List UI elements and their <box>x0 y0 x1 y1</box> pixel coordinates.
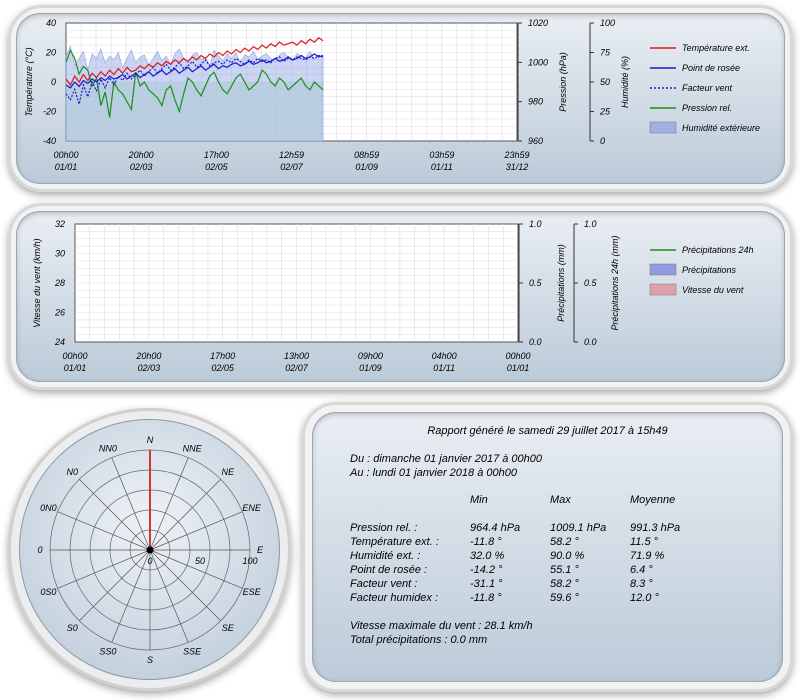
legend-label: Pression rel. <box>682 103 733 113</box>
report-period-to: Au : lundi 01 janvier 2018 à 00h00 <box>350 467 517 479</box>
row-min: -31.1 ° <box>470 578 503 590</box>
row-label: Température ext. : <box>350 536 439 548</box>
legend-label: Humidité extérieure <box>682 123 761 133</box>
row-max: 59.6 ° <box>550 592 579 604</box>
x-tick-date: 02/05 <box>205 162 228 172</box>
row-avg: 12.0 ° <box>630 592 659 604</box>
row-min: -11.8 ° <box>470 536 502 548</box>
row-max: 90.0 % <box>550 550 585 562</box>
y-tick-label: 1.0 <box>584 219 597 229</box>
x-tick-date: 02/07 <box>285 363 308 373</box>
rose-direction-label: SSE <box>183 646 202 657</box>
row-min: -14.2 ° <box>470 564 503 576</box>
rose-direction-label: ESE <box>242 587 261 598</box>
row-label: Point de rosée : <box>350 564 428 576</box>
y-tick-label: 0.0 <box>529 337 542 347</box>
row-label: Facteur vent : <box>350 578 418 590</box>
header-min: Min <box>470 494 488 506</box>
y-tick-label: 32 <box>54 219 65 229</box>
row-avg: 11.5 ° <box>630 536 659 548</box>
rose-spoke <box>150 512 242 550</box>
rose-direction-label: SE <box>221 622 234 633</box>
x-tick-time: 13h00 <box>283 351 310 361</box>
y-tick-label: 1000 <box>528 57 549 68</box>
y-tick-label: -40 <box>42 136 56 146</box>
row-avg: 71.9 % <box>630 550 665 562</box>
rose-direction-label: 0 <box>37 545 43 555</box>
x-tick-date: 01/09 <box>355 162 378 172</box>
x-tick-time: 03h59 <box>429 150 455 160</box>
rose-spoke <box>150 458 188 550</box>
row-avg: 8.3 ° <box>630 578 653 590</box>
x-tick-date: 02/03 <box>137 363 161 373</box>
rose-direction-label: ENE <box>242 502 261 513</box>
rose-spoke <box>150 479 221 550</box>
rose-spoke <box>112 550 153 642</box>
x-tick-time: 17h00 <box>203 150 229 160</box>
rose-direction-label: NE <box>221 467 235 478</box>
header-avg: Moyenne <box>630 494 676 506</box>
x-tick-time: 17h00 <box>210 351 236 361</box>
legend-label: Facteur vent <box>682 83 733 93</box>
rose-direction-label: N0 <box>66 467 78 478</box>
humidity-axis-label: Humidité (%) <box>620 55 630 109</box>
legend-label: Vitesse du vent <box>682 285 744 295</box>
legend-label: Précipitations <box>682 265 737 275</box>
y-tick-label: 1.0 <box>529 219 542 229</box>
y-tick-label: 980 <box>528 96 544 107</box>
y-tick-label: 0.5 <box>584 278 597 288</box>
row-max: 55.1 ° <box>550 564 579 576</box>
temperature-axis-label: Température (°C) <box>24 47 34 117</box>
x-tick-date: 01/11 <box>433 363 456 373</box>
windrose-center <box>147 547 154 554</box>
x-tick-date: 01/01 <box>54 162 78 172</box>
rose-direction-label: 0S0 <box>40 587 57 598</box>
wind-chart <box>0 200 800 400</box>
row-avg: 6.4 ° <box>630 564 653 576</box>
rose-direction-label: NN0 <box>98 443 117 454</box>
rose-spoke <box>150 550 221 621</box>
precip-axis-label: Précipitations (mm) <box>556 244 566 322</box>
row-avg: 991.3 hPa <box>630 522 681 534</box>
x-tick-time: 04h00 <box>431 351 457 361</box>
row-label: Pression rel. : <box>350 522 418 534</box>
precip24-axis-label: Précipitations 24h (mm) <box>610 235 620 331</box>
report-title: Rapport généré le samedi 29 juillet 2017 à 15h49 <box>427 425 668 437</box>
x-tick-date: 02/05 <box>211 363 234 373</box>
total-precip-text: Total précipitations : 0.0 mm <box>350 634 488 646</box>
rose-scale-label: 100 <box>242 556 258 566</box>
legend-label: Point de rosée <box>682 63 741 73</box>
x-tick-time: 20h00 <box>136 351 162 361</box>
x-tick-time: 00h00 <box>62 351 88 361</box>
rose-direction-label: S0 <box>66 622 78 633</box>
y-tick-label: 0.5 <box>529 278 542 288</box>
y-tick-label: 0 <box>600 136 606 146</box>
rose-spoke <box>58 550 153 588</box>
rose-direction-label: 0N0 <box>40 502 57 513</box>
x-tick-date: 01/11 <box>430 162 453 172</box>
legend-swatch <box>650 264 676 275</box>
pressure-axis-label: Pression (hPa) <box>558 52 568 112</box>
x-tick-time: 23h59 <box>504 150 530 160</box>
x-tick-time: 20h00 <box>128 150 154 160</box>
legend-label: Précipitations 24h <box>682 245 754 255</box>
report-period-from: Du : dimanche 01 janvier 2017 à 00h00 <box>350 453 543 465</box>
y-tick-label: 40 <box>45 18 56 28</box>
row-min: 32.0 % <box>470 550 505 562</box>
windrose-chart <box>0 400 300 700</box>
row-min: 964.4 hPa <box>470 522 521 534</box>
x-tick-date: 31/12 <box>505 162 529 172</box>
x-tick-date: 02/07 <box>280 162 303 172</box>
y-tick-label: 100 <box>600 18 616 28</box>
row-label: Humidité ext. : <box>350 550 421 562</box>
row-max: 58.2 ° <box>550 536 579 548</box>
rose-spoke <box>79 550 153 621</box>
x-tick-date: 01/01 <box>63 363 87 373</box>
y-tick-label: -20 <box>42 106 56 117</box>
rose-direction-label: N <box>146 435 154 445</box>
rose-direction-label: E <box>256 545 264 555</box>
row-max: 58.2 ° <box>550 578 579 590</box>
row-min: -11.8 ° <box>470 592 502 604</box>
rose-spoke <box>112 458 150 550</box>
legend-swatch <box>650 122 676 133</box>
y-tick-label: 20 <box>45 47 56 58</box>
rose-spoke <box>79 479 150 550</box>
x-tick-time: 09h00 <box>357 351 383 361</box>
y-tick-label: 30 <box>54 248 65 259</box>
legend-swatch <box>650 284 676 295</box>
y-tick-label: 0.0 <box>584 337 597 347</box>
x-tick-time: 00h00 <box>505 351 531 361</box>
x-tick-time: 08h59 <box>354 150 380 160</box>
rose-scale-label: 0 <box>147 556 153 566</box>
y-tick-label: 0 <box>50 77 56 87</box>
y-tick-label: 25 <box>600 106 611 117</box>
rose-spoke <box>150 550 188 642</box>
report-content <box>302 402 793 692</box>
x-tick-time: 12h59 <box>278 150 305 160</box>
y-tick-label: 960 <box>528 136 544 146</box>
rose-spoke <box>58 512 150 550</box>
row-max: 1009.1 hPa <box>550 522 607 534</box>
row-label: Facteur humidex : <box>350 592 439 604</box>
y-tick-label: 26 <box>54 307 65 318</box>
rose-direction-label: NNE <box>182 443 202 454</box>
y-tick-label: 50 <box>600 77 611 87</box>
x-tick-time: 00h00 <box>53 150 79 160</box>
rose-direction-label: SS0 <box>99 646 117 657</box>
header-max: Max <box>550 494 571 506</box>
rose-direction-label: S <box>146 655 154 665</box>
legend-label: Température ext. <box>682 43 750 53</box>
y-tick-label: 28 <box>54 278 65 288</box>
wind-speed-axis-label: Vitesse du vent (km/h) <box>32 238 42 328</box>
x-tick-date: 01/09 <box>359 363 382 373</box>
y-tick-label: 24 <box>54 337 65 347</box>
max-wind-text: Vitesse maximale du vent : 28.1 km/h <box>350 620 533 632</box>
x-tick-date: 02/03 <box>129 162 153 172</box>
y-tick-label: 75 <box>600 47 611 58</box>
temperature-chart <box>0 0 800 200</box>
x-tick-date: 01/01 <box>506 363 530 373</box>
rose-scale-label: 50 <box>194 556 206 566</box>
y-tick-label: 1020 <box>528 18 549 28</box>
